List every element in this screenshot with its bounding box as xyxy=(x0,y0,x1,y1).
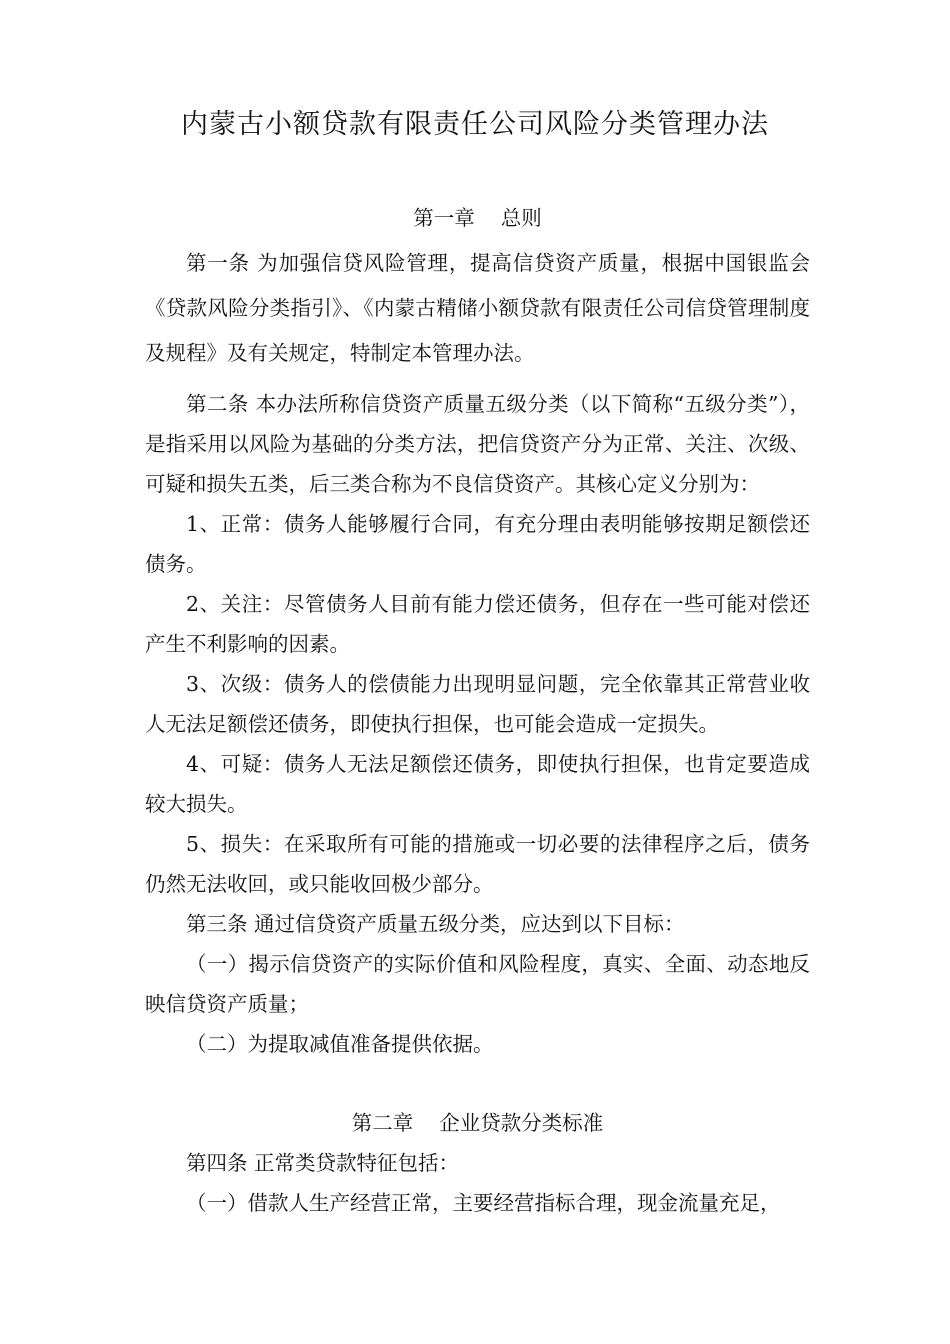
document-title: 内蒙古小额贷款有限责任公司风险分类管理办法 xyxy=(181,109,769,140)
classification-item: 5、损失：在采取所有可能的措施或一切必要的法律程序之后，债务仍然无法收回，或只能收回极少部分。 xyxy=(145,832,810,896)
chapter-1-heading: 第一章 总则 xyxy=(413,206,542,230)
chapter-2-heading: 第二章 企业贷款分类标准 xyxy=(351,1111,604,1135)
feature-item: （一）借款人生产经营正常，主要经营指标合理，现金流量充足， xyxy=(186,1191,781,1215)
classification-item: 4、可疑：债务人无法足额偿还债务，即使执行担保，也肯定要造成较大损失。 xyxy=(145,752,810,816)
chapter-1-section xyxy=(145,196,810,1064)
article-2: 第二条 本办法所称信贷资产质量五级分类（以下简称“五级分类”），是指采用以风险为基础的分类方法，把信贷资产分为正常、关注、次级、可疑和损失五类，后三类合称为不良信贷资产。其核心定义分别为： xyxy=(145,392,810,496)
article-4: 第四条 正常类贷款特征包括： xyxy=(186,1151,460,1175)
classification-item: 1、正常：债务人能够履行合同，有充分理由表明能够按期足额偿还债务。 xyxy=(145,512,810,576)
classification-item: 2、关注：尽管债务人目前有能力偿还债务，但存在一些可能对偿还产生不利影响的因素。 xyxy=(145,592,810,656)
goal-item: （二）为提取减值准备提供依据。 xyxy=(186,1032,494,1056)
goal-item: （一）揭示信贷资产的实际价值和风险程度，真实、全面、动态地反映信贷资产质量； xyxy=(145,952,810,1016)
article-1: 第一条 为加强信贷风险管理，提高信贷资产质量，根据中国银监会《贷款风险分类指引》、《内蒙古精储小额贷款有限责任公司信贷管理制度及规程》及有关规定，特制定本管理办法。 xyxy=(145,251,810,365)
chapter-2-section xyxy=(145,1103,810,1223)
article-3: 第三条 通过信贷资产质量五级分类，应达到以下目标： xyxy=(186,912,685,936)
classification-item: 3、次级：债务人的偿债能力出现明显问题，完全依靠其正常营业收人无法足额偿还债务，即使执行担保，也可能会造成一定损失。 xyxy=(145,672,810,736)
